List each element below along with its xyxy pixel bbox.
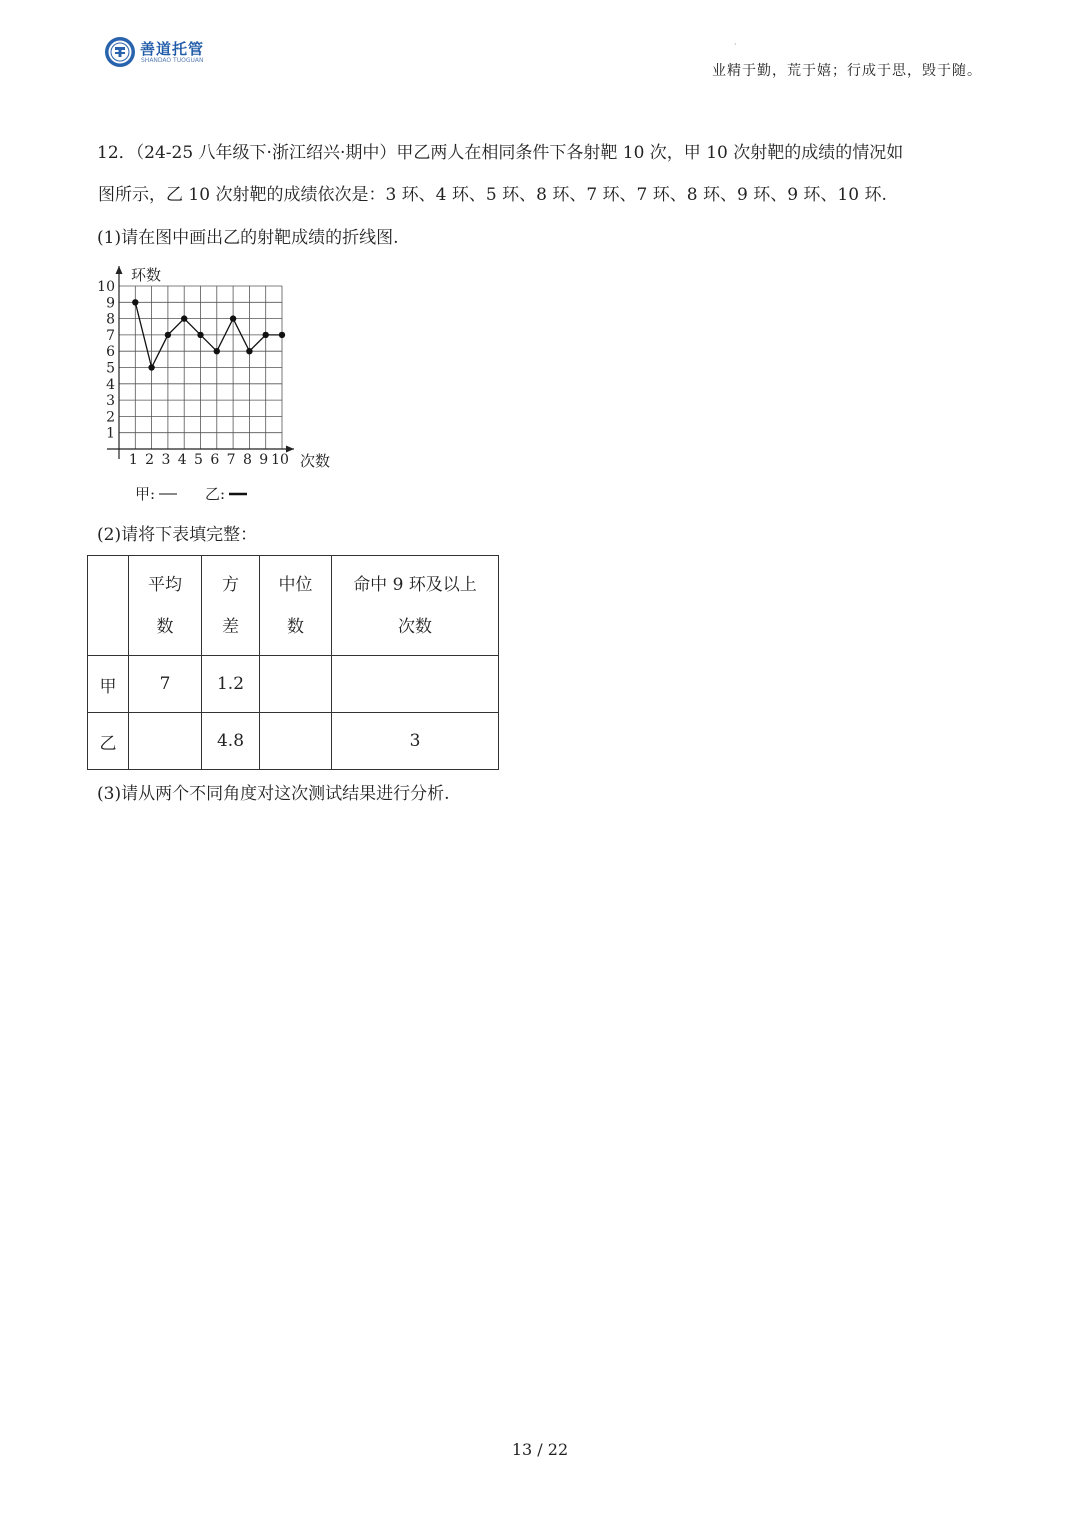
data-point — [148, 364, 154, 370]
data-point — [181, 315, 187, 321]
score-line-chart — [88, 258, 348, 518]
x-tick-label: 1 — [128, 452, 138, 468]
x-axis-label: 次数 — [300, 452, 331, 470]
legend-label: 甲: — [135, 485, 156, 503]
question-line-2: 图所示，乙 10 次射靶的成绩依次是：3 环、4 环、5 环、8 环、7 环、7 环、8 环、9 环、9 环、10 环. — [98, 185, 887, 205]
header-text: 差 — [222, 616, 239, 637]
y-tick-label: 9 — [106, 295, 115, 312]
table-header-cell — [129, 556, 202, 656]
data-point — [230, 315, 236, 321]
table-cell — [260, 713, 332, 770]
data-point — [165, 332, 171, 338]
y-axis-arrow-icon — [116, 266, 123, 274]
header-text: 命中 9 环及以上 — [353, 574, 477, 595]
logo-name: 善道托管 — [140, 40, 205, 58]
table-cell — [332, 656, 499, 713]
x-tick-label: 9 — [259, 452, 269, 468]
table-cell — [260, 656, 332, 713]
header-text: 数 — [156, 616, 174, 637]
x-tick-label: 8 — [242, 452, 252, 468]
y-tick-label: 6 — [106, 344, 115, 361]
header-text: 次数 — [398, 616, 432, 637]
table-cell: 4.8 — [202, 713, 260, 770]
table-cell: 乙 — [88, 713, 129, 770]
legend-label: 乙: — [205, 485, 226, 503]
header-motto: 业精于勤，荒于嬉；行成于思，毁于随。 — [712, 63, 982, 79]
table-cell: 甲 — [88, 656, 129, 713]
table-cell: 1.2 — [202, 656, 260, 713]
y-tick-label: 7 — [106, 327, 115, 344]
table-cell — [129, 713, 202, 770]
data-point — [279, 332, 285, 338]
header-text: 方 — [222, 574, 239, 595]
y-tick-label: 3 — [106, 393, 115, 410]
y-axis-label: 环数 — [131, 266, 162, 284]
y-tick-label: 10 — [97, 279, 115, 295]
seal-icon — [104, 36, 136, 68]
table-row — [88, 656, 499, 713]
data-point — [132, 299, 138, 305]
y-tick-label: 2 — [106, 409, 115, 426]
header-text: 平均 — [148, 574, 182, 595]
score-table — [87, 555, 499, 770]
header-dot: · — [734, 40, 737, 49]
y-tick-label: 8 — [106, 311, 115, 328]
question-line-1: 12．（24-25 八年级下·浙江绍兴·期中）甲乙两人在相同条件下各射靶 10 次，甲 10 次射靶的成绩的情况如 — [97, 143, 904, 163]
y-tick-label: 1 — [106, 425, 115, 442]
data-point — [197, 332, 203, 338]
data-point — [246, 348, 252, 354]
x-tick-label: 3 — [161, 452, 171, 468]
table-header-cell — [332, 556, 499, 656]
header-text: 数 — [287, 616, 304, 637]
x-tick-label: 4 — [177, 452, 187, 468]
table-header-cell — [88, 556, 129, 656]
table-cell: 7 — [129, 656, 202, 713]
x-tick-label: 10 — [271, 452, 289, 468]
table-header-cell — [260, 556, 332, 656]
page-number: 13 / 22 — [511, 1440, 569, 1459]
question-part-1: (1)请在图中画出乙的射靶成绩的折线图. — [97, 228, 399, 248]
header-text: 中位 — [278, 574, 313, 595]
table-row — [88, 713, 499, 770]
logo-subtitle: SHANDAO TUOGUAN — [141, 57, 204, 64]
x-tick-label: 2 — [145, 452, 155, 468]
data-point — [263, 332, 269, 338]
table-header-row — [88, 556, 499, 656]
question-part-2: (2)请将下表填完整： — [97, 525, 258, 545]
data-point — [214, 348, 220, 354]
x-tick-label: 6 — [210, 452, 220, 468]
question-part-3: (3)请从两个不同角度对这次测试结果进行分析. — [97, 784, 450, 804]
table-header-cell — [202, 556, 260, 656]
x-tick-label: 7 — [226, 452, 236, 468]
x-tick-label: 5 — [194, 452, 203, 468]
y-tick-label: 5 — [106, 360, 115, 377]
brand-logo — [104, 36, 234, 70]
table-cell: 3 — [332, 713, 499, 770]
y-tick-label: 4 — [106, 376, 115, 393]
